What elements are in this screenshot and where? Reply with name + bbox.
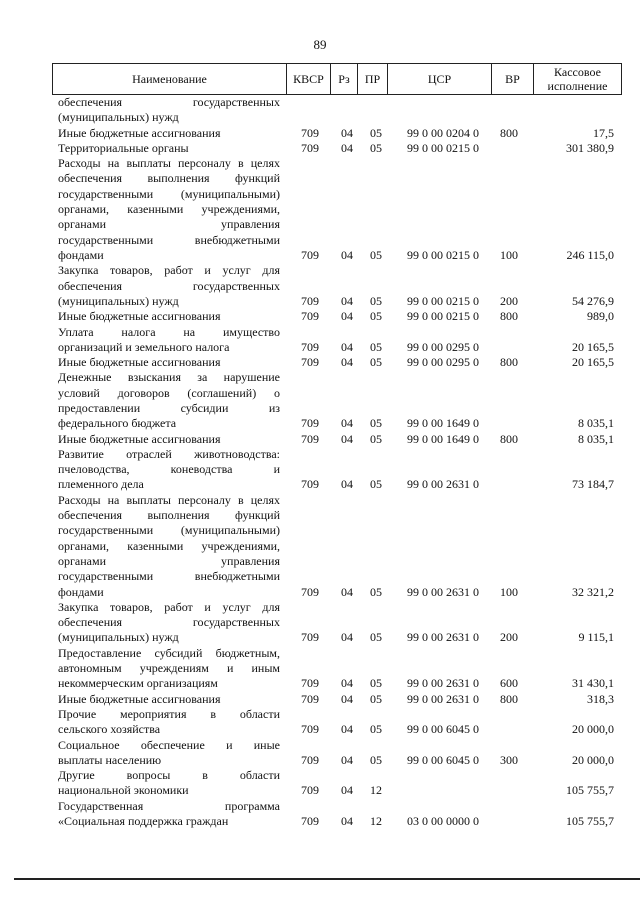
row-name [58,447,280,493]
row-csr: 99 0 00 2631 0 [407,584,479,599]
row-amount: 318,3 [587,691,614,706]
row-name-line: Расходы на выплаты персоналу в целях [58,156,280,171]
row-name-line: Социальное обеспечение и иные [58,737,280,752]
row-name-line: государственными (муниципальными) [58,523,280,538]
row-amount: 20 000,0 [572,722,614,737]
row-rz: 04 [341,339,353,354]
row-name-line: Иные бюджетные ассигнования [58,125,221,140]
table-row [0,768,640,799]
row-rz: 04 [341,783,353,798]
row-rz: 04 [341,309,353,324]
row-name-line: Расходы на выплаты персоналу в целях [58,492,280,507]
row-kvsr: 709 [301,339,319,354]
row-name [58,355,280,370]
row-name-line: пчеловодства, коневодства и [58,462,280,477]
row-name-line: «Социальная поддержка граждан [58,814,229,829]
row-name-line: сельского хозяйства [58,722,161,737]
row-csr: 99 0 00 0215 0 [407,140,479,155]
row-rz: 04 [341,584,353,599]
row-rz: 04 [341,355,353,370]
table-row [0,95,640,126]
row-csr: 99 0 00 1649 0 [407,416,479,431]
row-amount: 31 430,1 [572,676,614,691]
row-name [58,432,280,447]
row-name-line: обеспечения государственных [58,95,280,109]
table-row [0,600,640,646]
row-amount: 8 035,1 [578,416,614,431]
table-row [0,263,640,309]
row-amount: 32 321,2 [572,584,614,599]
row-csr: 99 0 00 0295 0 [407,339,479,354]
row-name-line: Прочие мероприятия в области [58,707,280,721]
row-rz: 04 [341,477,353,492]
row-csr: 99 0 00 2631 0 [407,676,479,691]
header-kvsr: КВСР [286,64,330,94]
row-pr: 05 [370,722,382,737]
row-name-line: Территориальные органы [58,140,189,155]
row-amount: 9 115,1 [578,630,614,645]
row-name-line: национальной экономики [58,783,189,798]
row-name-line: фондами [58,584,104,599]
row-rz: 04 [341,814,353,829]
row-kvsr: 709 [301,416,319,431]
row-csr: 99 0 00 0204 0 [407,125,479,140]
row-name-line: государственными внебюджетными [58,569,280,584]
row-rz: 04 [341,431,353,446]
row-pr: 05 [370,355,382,370]
row-csr: 99 0 00 0215 0 [407,309,479,324]
row-vr: 800 [500,309,518,324]
row-name-line: организаций и земельного налога [58,339,230,354]
row-amount: 8 035,1 [578,431,614,446]
row-kvsr: 709 [301,630,319,645]
table-row [0,370,640,431]
row-rz: 04 [341,416,353,431]
row-vr: 800 [500,431,518,446]
row-kvsr: 709 [301,293,319,308]
row-pr: 05 [370,247,382,262]
row-amount: 105 755,7 [566,814,614,829]
header-name: Наименование [132,72,207,86]
row-name-line: некоммерческим организациям [58,676,218,691]
header-amount-line1: Кассовое [554,65,601,79]
row-name [58,156,280,263]
row-amount: 989,0 [587,309,614,324]
bottom-rule [14,878,640,880]
row-name-line: государственными внебюджетными [58,232,280,247]
header-amount-line2: исполнение [547,79,608,93]
row-name-line: Иные бюджетные ассигнования [58,691,221,706]
row-csr: 99 0 00 2631 0 [407,630,479,645]
row-amount: 17,5 [593,125,614,140]
row-csr: 03 0 00 0000 0 [407,814,479,829]
row-rz: 04 [341,630,353,645]
table-row [0,355,640,370]
row-kvsr: 709 [301,752,319,767]
row-vr: 100 [500,584,518,599]
row-amount: 105 755,7 [566,783,614,798]
row-rz: 04 [341,691,353,706]
row-name-line: Уплата налога на имущество [58,324,280,339]
row-name-line: Закупка товаров, работ и услуг для [58,263,280,278]
row-kvsr: 709 [301,309,319,324]
row-csr: 99 0 00 6045 0 [407,752,479,767]
table-row [0,799,640,830]
row-name-line: Иные бюджетные ассигнования [58,309,221,324]
row-name-line: Развитие отраслей животноводства: [58,446,280,461]
table-row [0,692,640,707]
row-kvsr: 709 [301,783,319,798]
row-csr: 99 0 00 1649 0 [407,431,479,446]
row-pr: 05 [370,125,382,140]
row-rz: 04 [341,722,353,737]
row-name-line: выплаты населению [58,752,162,767]
row-name [58,493,280,600]
row-name [58,692,280,707]
page-number: 89 [313,37,327,52]
row-vr: 800 [500,125,518,140]
header-rz: Рз [330,64,357,94]
row-kvsr: 709 [301,431,319,446]
table-header [52,63,622,95]
row-amount: 54 276,9 [572,293,614,308]
row-name-line: органами управления [58,217,280,232]
row-name-line: (муниципальных) нужд [58,630,179,645]
row-name-line: Закупка товаров, работ и услуг для [58,599,280,614]
row-pr: 05 [370,293,382,308]
row-name-line: органами, казенными учреждениями, [58,538,280,553]
row-pr: 05 [370,584,382,599]
row-rz: 04 [341,752,353,767]
row-name-line: органами управления [58,553,280,568]
row-kvsr: 709 [301,584,319,599]
row-name-line: (муниципальных) нужд [58,293,179,308]
header-pr: ПР [357,64,387,94]
row-kvsr: 709 [301,722,319,737]
row-kvsr: 709 [301,355,319,370]
row-amount: 20 165,5 [572,339,614,354]
row-name [58,325,280,356]
row-csr: 99 0 00 2631 0 [407,477,479,492]
row-amount: 20 165,5 [572,355,614,370]
row-csr: 99 0 00 6045 0 [407,722,479,737]
row-name-line: органами, казенными учреждениями, [58,202,280,217]
row-kvsr: 709 [301,814,319,829]
table-row [0,707,640,738]
row-pr: 05 [370,431,382,446]
table-row [0,738,640,769]
row-amount: 246 115,0 [566,247,614,262]
row-pr: 05 [370,477,382,492]
row-amount: 301 380,9 [566,140,614,155]
table-row [0,432,640,447]
row-pr: 05 [370,339,382,354]
header-csr: ЦСР [387,64,491,94]
row-name [58,263,280,309]
row-kvsr: 709 [301,691,319,706]
row-pr: 05 [370,676,382,691]
row-name-line: фондами [58,247,104,262]
row-pr: 05 [370,140,382,155]
table-row [0,126,640,141]
row-kvsr: 709 [301,247,319,262]
row-vr: 200 [500,630,518,645]
row-amount: 20 000,0 [572,752,614,767]
row-kvsr: 709 [301,140,319,155]
row-name-line: Другие вопросы в области [58,768,280,783]
row-rz: 04 [341,293,353,308]
row-vr: 600 [500,676,518,691]
header-amount [533,64,621,94]
row-name [58,141,280,156]
row-name [58,95,280,126]
row-pr: 05 [370,630,382,645]
row-kvsr: 709 [301,676,319,691]
row-name-line: обеспечения выполнения функций [58,508,280,523]
row-rz: 04 [341,676,353,691]
row-pr: 05 [370,309,382,324]
row-csr: 99 0 00 0295 0 [407,355,479,370]
table-row [0,309,640,324]
row-name-line: Иные бюджетные ассигнования [58,431,221,446]
row-name-line: обеспечения выполнения функций [58,171,280,186]
table-row [0,493,640,600]
row-vr: 800 [500,691,518,706]
row-name-line: Денежные взыскания за нарушение [58,370,280,385]
row-rz: 04 [341,125,353,140]
row-vr: 200 [500,293,518,308]
table-row [0,447,640,493]
table-row [0,325,640,356]
row-csr: 99 0 00 2631 0 [407,691,479,706]
row-rz: 04 [341,247,353,262]
row-name [58,126,280,141]
row-name-line: обеспечения государственных [58,278,280,293]
row-kvsr: 709 [301,477,319,492]
row-amount: 73 184,7 [572,477,614,492]
row-pr: 05 [370,691,382,706]
row-name [58,738,280,769]
row-name [58,707,280,738]
row-name-line: Иные бюджетные ассигнования [58,355,221,370]
row-vr: 800 [500,355,518,370]
row-name-line: племенного дела [58,477,144,492]
row-name-line: Государственная программа [58,798,280,813]
row-name-line: государственными (муниципальными) [58,186,280,201]
row-name [58,799,280,830]
row-vr: 100 [500,247,518,262]
row-pr: 12 [370,814,382,829]
row-name [58,370,280,431]
row-name [58,646,280,692]
row-csr: 99 0 00 0215 0 [407,293,479,308]
row-kvsr: 709 [301,125,319,140]
header-vr: ВР [491,64,533,94]
table-row [0,156,640,263]
row-name-line: (муниципальных) нужд [58,110,179,125]
row-name [58,768,280,799]
row-vr: 300 [500,752,518,767]
row-name-line: обеспечения государственных [58,615,280,630]
row-name-line: Предоставление субсидий бюджетным, [58,645,280,660]
row-rz: 04 [341,140,353,155]
row-name-line: условий договоров (соглашений) о [58,385,280,400]
table-row [0,646,640,692]
row-pr: 12 [370,783,382,798]
row-name-line: федерального бюджета [58,416,177,431]
row-csr: 99 0 00 0215 0 [407,247,479,262]
row-pr: 05 [370,416,382,431]
table-row [0,141,640,156]
row-name-line: предоставлении субсидии из [58,400,280,415]
row-name [58,600,280,646]
row-pr: 05 [370,752,382,767]
row-name [58,309,280,324]
row-name-line: автономным учреждениям и иным [58,661,280,676]
